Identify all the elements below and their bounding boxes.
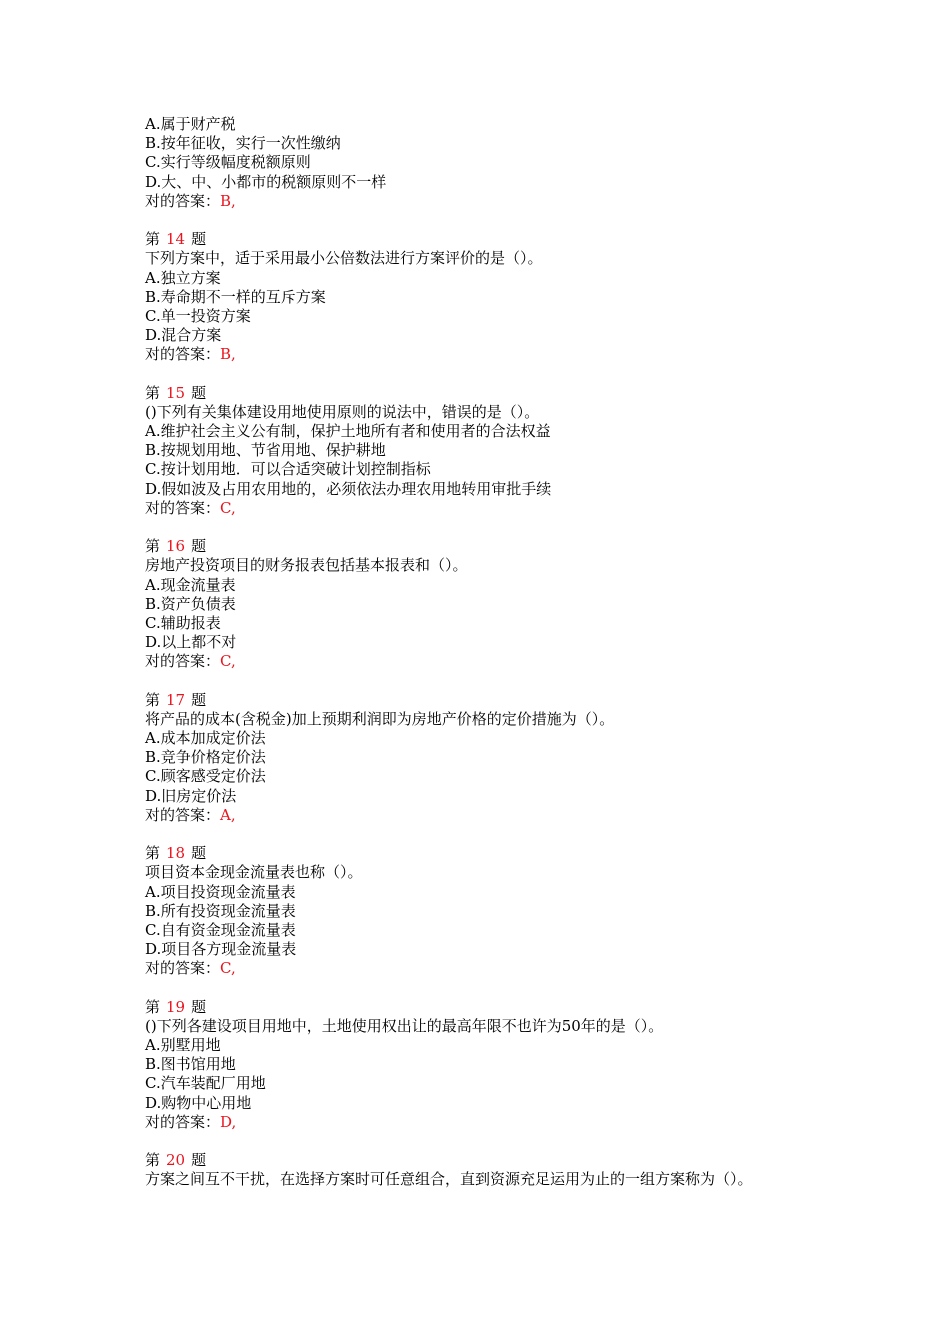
answer-value: C, <box>220 498 236 517</box>
option-b: B.寿命期不一样的互斥方案 <box>145 287 326 306</box>
header-suffix: 题 <box>191 230 207 249</box>
option-d: D.以上都不对 <box>145 633 237 652</box>
question-20 <box>145 1151 795 1189</box>
question-number: 18 <box>166 844 186 863</box>
question-stem: ()下列各建设项目用地中，土地使用权出让的最高年限不也许为50年的是（）。 <box>145 1016 664 1035</box>
option-a: A.成本加成定价法 <box>145 729 266 747</box>
header-prefix: 第 <box>145 844 161 863</box>
answer-line <box>145 652 795 671</box>
question-stem: 下列方案中，适于采用最小公倍数法进行方案评价的是（）。 <box>145 249 543 268</box>
option-b: B.资产负债表 <box>145 594 236 613</box>
option-b: B.竞争价格定价法 <box>145 748 266 767</box>
option-b: B.图书馆用地 <box>145 1055 236 1074</box>
answer-line <box>145 499 795 518</box>
question-number: 14 <box>166 230 186 249</box>
question-17 <box>145 691 795 825</box>
question-header <box>145 998 795 1017</box>
option-a: A.别墅用地 <box>145 1036 221 1054</box>
answer-label: 对的答案： <box>145 191 221 210</box>
header-suffix: 题 <box>191 997 207 1016</box>
question-number: 20 <box>166 1151 186 1170</box>
answer-line <box>145 959 795 978</box>
question-stem: ()下列有关集体建设用地使用原则的说法中，错误的是（）。 <box>145 402 540 421</box>
question-header <box>145 384 795 403</box>
option-d: D.大、中、小都市的税额原则不一样 <box>145 172 387 191</box>
answer-line <box>145 345 795 364</box>
option-d: D.购物中心用地 <box>145 1093 252 1112</box>
option-c: C.实行等级幅度税额原则 <box>145 153 311 172</box>
header-prefix: 第 <box>145 230 161 249</box>
answer-value: B, <box>220 191 236 210</box>
answer-value: D, <box>220 1112 237 1131</box>
question-number: 17 <box>166 690 186 709</box>
answer-label: 对的答案： <box>145 652 221 671</box>
answer-line <box>145 806 795 825</box>
option-a: A.现金流量表 <box>145 575 236 594</box>
answer-value: A, <box>220 805 236 824</box>
header-prefix: 第 <box>145 997 161 1016</box>
question-number: 19 <box>166 997 186 1016</box>
answer-value: C, <box>220 652 236 671</box>
question-stem: 项目资本金现金流量表也称（）。 <box>145 863 363 882</box>
header-suffix: 题 <box>191 690 207 709</box>
option-c: C.单一投资方案 <box>145 306 251 325</box>
option-c: C.汽车装配厂用地 <box>145 1074 266 1093</box>
question-19 <box>145 998 795 1132</box>
header-prefix: 第 <box>145 690 161 709</box>
header-suffix: 题 <box>191 383 207 402</box>
question-14 <box>145 230 795 364</box>
question-header <box>145 844 795 863</box>
option-d: D.旧房定价法 <box>145 786 237 805</box>
answer-label: 对的答案： <box>145 805 221 824</box>
question-13-tail <box>145 115 795 211</box>
question-header <box>145 1151 795 1170</box>
question-number: 15 <box>166 383 186 402</box>
header-suffix: 题 <box>191 537 207 556</box>
header-suffix: 题 <box>191 1151 207 1170</box>
option-b: B.所有投资现金流量表 <box>145 901 296 920</box>
option-c: C.辅助报表 <box>145 613 221 632</box>
answer-label: 对的答案： <box>145 959 221 978</box>
answer-label: 对的答案： <box>145 1112 221 1131</box>
option-b: B.按规划用地、节省用地、保护耕地 <box>145 441 386 460</box>
question-stem: 房地产投资项目的财务报表包括基本报表和（）。 <box>145 556 468 575</box>
option-d: D.项目各方现金流量表 <box>145 940 297 959</box>
question-header <box>145 537 795 556</box>
header-prefix: 第 <box>145 537 161 556</box>
option-c: C.顾客感受定价法 <box>145 767 266 786</box>
option-a: A.维护社会主义公有制，保护土地所有者和使用者的合法权益 <box>145 422 551 440</box>
answer-line <box>145 1113 795 1132</box>
option-a: A.项目投资现金流量表 <box>145 882 296 901</box>
question-stem: 将产品的成本(含税金)加上预期利润即为房地产价格的定价措施为（）。 <box>145 709 615 728</box>
question-18 <box>145 844 795 978</box>
header-prefix: 第 <box>145 383 161 402</box>
option-b: B.按年征收，实行一次性缴纳 <box>145 134 341 153</box>
option-a: A.独立方案 <box>145 268 221 287</box>
question-stem: 方案之间互不干扰，在选择方案时可任意组合，直到资源充足运用为止的一组方案称为（）。 <box>145 1170 753 1189</box>
option-d: D.混合方案 <box>145 326 222 345</box>
question-16 <box>145 537 795 671</box>
question-number: 16 <box>166 537 186 556</box>
option-c: C.按计划用地．可以合适突破计划控制指标 <box>145 460 431 479</box>
answer-label: 对的答案： <box>145 345 221 364</box>
header-suffix: 题 <box>191 844 207 863</box>
option-d: D.假如波及占用农用地的，必须依法办理农用地转用审批手续 <box>145 479 552 498</box>
answer-label: 对的答案： <box>145 498 221 517</box>
option-a: A.属于财产税 <box>145 115 236 133</box>
question-15 <box>145 384 795 518</box>
question-header <box>145 230 795 249</box>
document-page <box>145 115 795 1190</box>
header-prefix: 第 <box>145 1151 161 1170</box>
answer-value: C, <box>220 959 236 978</box>
answer-line <box>145 192 795 211</box>
question-header <box>145 691 795 710</box>
option-c: C.自有资金现金流量表 <box>145 920 296 939</box>
answer-value: B, <box>220 345 236 364</box>
